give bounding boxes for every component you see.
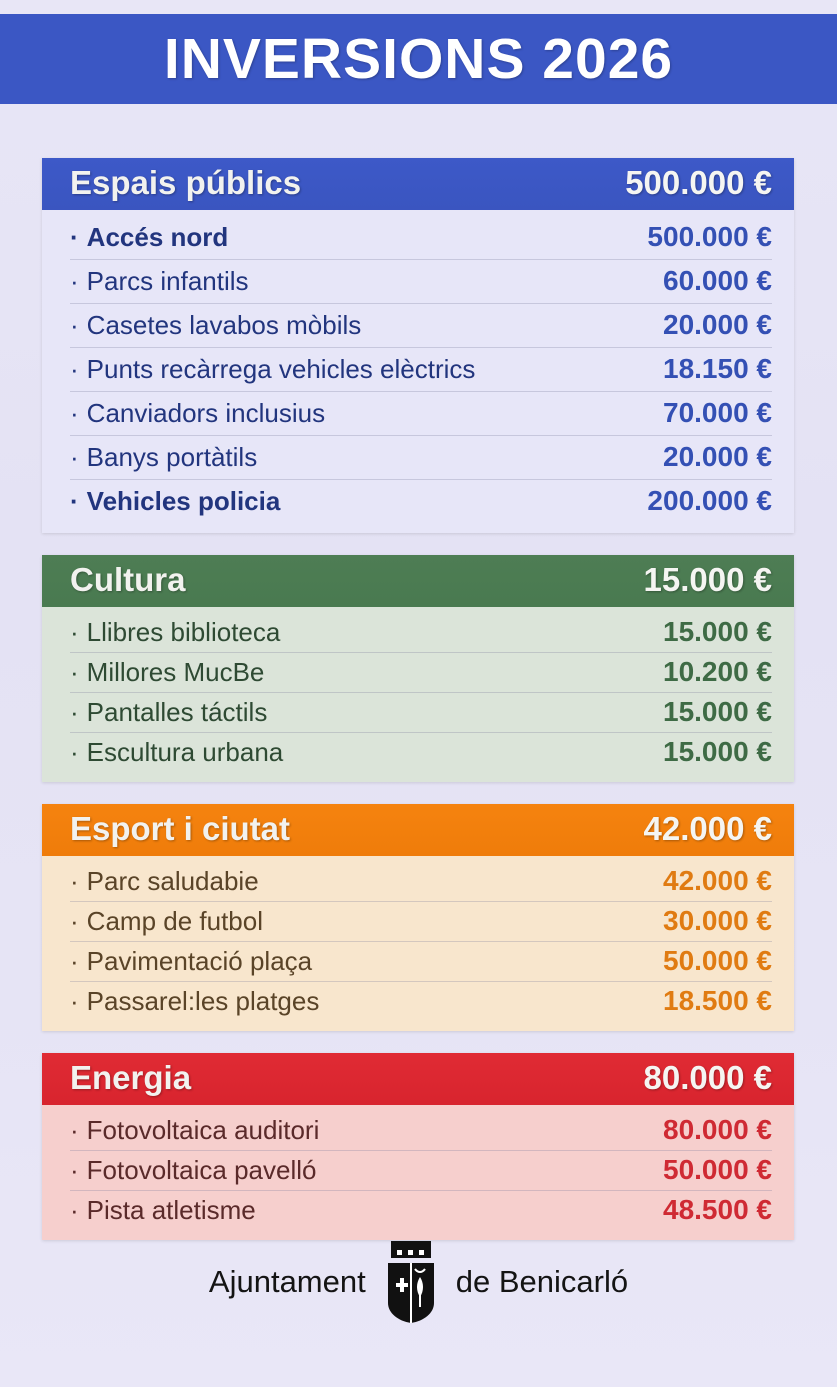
benicarlo-coat-of-arms-icon [382,1239,440,1325]
list-item [70,862,772,902]
section-body [42,210,794,533]
item-label [70,1195,256,1226]
item-label [70,737,283,768]
bullet-icon: · [70,986,79,1016]
title-bar [0,14,837,104]
bullet-icon: · [70,486,79,516]
sections-container [42,158,794,1262]
item-text: Camp de futbol [86,906,263,936]
item-text: Parc saludabie [86,866,259,896]
section-amount: 15.000 € [643,561,772,598]
item-label [70,946,312,977]
item-amount: 42.000 € [663,865,772,896]
item-label [70,986,319,1017]
list-item [70,1191,772,1230]
item-text: Passarel:les platges [86,986,320,1016]
list-item [70,613,772,653]
section-title: Espais públics [70,164,302,201]
item-text: Vehicles policia [86,486,281,516]
list-item [70,902,772,942]
item-amount: 80.000 € [663,1114,772,1145]
list-item [70,733,772,772]
bullet-icon: · [70,737,79,767]
item-text: Pista atletisme [86,1195,256,1225]
item-label [70,310,361,341]
list-item [70,480,772,523]
section-espais-publics [42,158,794,533]
list-item [70,1151,772,1191]
list-item [70,653,772,693]
item-text: Millores MucBe [86,657,265,687]
item-text: Llibres biblioteca [86,617,281,647]
item-amount: 30.000 € [663,905,772,936]
list-item [70,392,772,436]
list-item [70,982,772,1021]
item-amount: 200.000 € [647,485,772,516]
section-body [42,607,794,782]
footer-right-text: de Benicarló [455,1264,629,1299]
section-amount: 80.000 € [643,1059,772,1096]
item-label [70,354,475,385]
bullet-icon: · [70,1115,79,1145]
section-header [42,804,794,856]
item-text: Fotovoltaica pavelló [86,1155,317,1185]
item-text: Banys portàtils [86,442,258,472]
item-label [70,906,263,937]
bullet-icon: · [70,866,79,896]
item-text: Fotovoltaica auditori [86,1115,320,1145]
item-amount: 10.200 € [663,656,772,687]
bullet-icon: · [70,906,79,936]
section-title: Cultura [70,561,186,598]
bullet-icon: · [70,266,79,296]
item-label [70,398,325,429]
item-text: Accés nord [86,222,229,252]
bullet-icon: · [70,1155,79,1185]
item-label [70,866,259,897]
bullet-icon: · [70,697,79,727]
item-label [70,442,257,473]
item-amount: 70.000 € [663,397,772,428]
bullet-icon: · [70,946,79,976]
item-label [70,1115,319,1146]
section-amount: 42.000 € [643,810,772,847]
section-title: Energia [70,1059,192,1096]
section-title: Esport i ciutat [70,810,291,847]
item-amount: 60.000 € [663,265,772,296]
item-amount: 18.500 € [663,985,772,1016]
bullet-icon: · [70,398,79,428]
item-text: Parcs infantils [86,266,249,296]
list-item [70,436,772,480]
list-item [70,216,772,260]
list-item [70,348,772,392]
list-item [70,1111,772,1151]
footer [0,1239,837,1325]
item-label [70,657,264,688]
section-header [42,555,794,607]
section-body [42,1105,794,1240]
section-energia [42,1053,794,1240]
page-title: INVERSIONS 2026 [163,27,674,91]
item-text: Canviadors inclusius [86,398,326,428]
bullet-icon: · [70,222,79,252]
item-label [70,697,267,728]
section-cultura [42,555,794,782]
item-label [70,222,228,253]
item-label [70,486,280,517]
item-amount: 50.000 € [663,945,772,976]
item-label [70,617,280,648]
bullet-icon: · [70,1195,79,1225]
item-amount: 15.000 € [663,736,772,767]
bullet-icon: · [70,657,79,687]
bullet-icon: · [70,310,79,340]
item-amount: 20.000 € [663,441,772,472]
item-label [70,1155,316,1186]
list-item [70,693,772,733]
item-label [70,266,249,297]
list-item [70,942,772,982]
item-amount: 500.000 € [647,221,772,252]
section-amount: 500.000 € [625,164,772,201]
bullet-icon: · [70,617,79,647]
item-text: Escultura urbana [86,737,284,767]
item-text: Punts recàrrega vehicles elèctrics [86,354,476,384]
item-text: Pantalles táctils [86,697,268,727]
item-text: Casetes lavabos mòbils [86,310,362,340]
item-amount: 18.150 € [663,353,772,384]
section-esport-i-ciutat [42,804,794,1031]
section-header [42,1053,794,1105]
item-amount: 20.000 € [663,309,772,340]
item-amount: 15.000 € [663,616,772,647]
section-body [42,856,794,1031]
item-amount: 15.000 € [663,696,772,727]
item-text: Pavimentació plaça [86,946,313,976]
footer-left-text: Ajuntament [208,1264,366,1299]
list-item [70,260,772,304]
bullet-icon: · [70,354,79,384]
section-header [42,158,794,210]
item-amount: 50.000 € [663,1154,772,1185]
item-amount: 48.500 € [663,1194,772,1225]
list-item [70,304,772,348]
bullet-icon: · [70,442,79,472]
